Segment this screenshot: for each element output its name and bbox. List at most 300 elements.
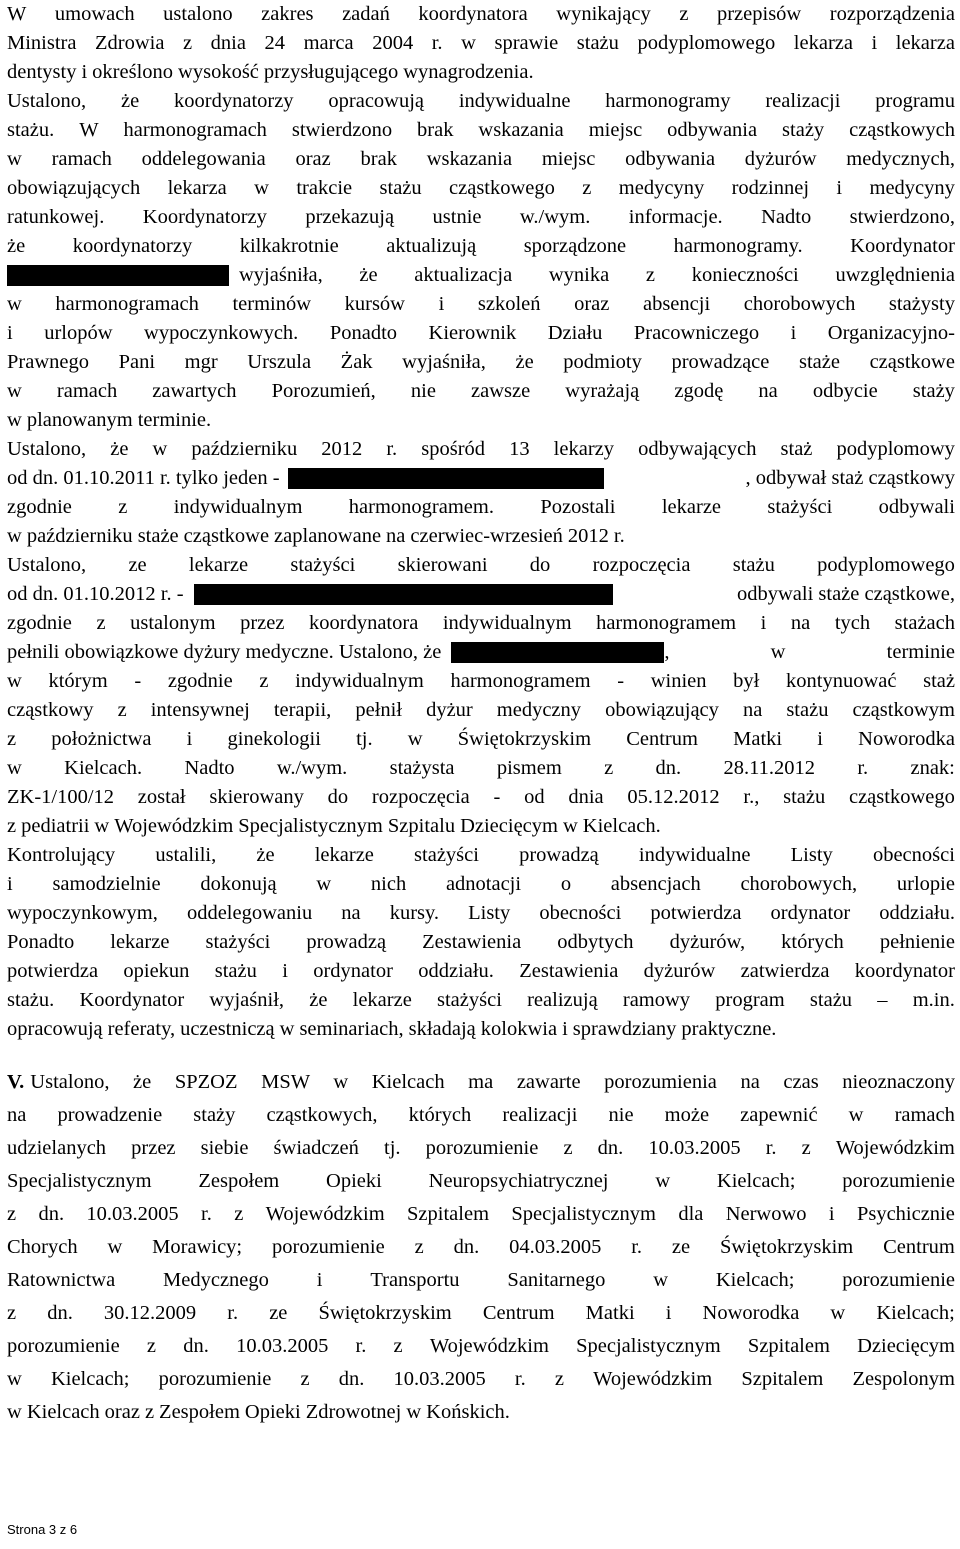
word: październiku: [26, 525, 133, 547]
word: Wojewódzkim: [429, 1335, 549, 1357]
word: medycyny: [869, 177, 955, 199]
word: Specjalistycznym: [511, 1203, 656, 1225]
word: r.: [227, 1302, 239, 1324]
text-line: [7, 1099, 955, 1132]
word: obecności: [872, 844, 955, 866]
text-line: [7, 319, 955, 348]
word: Kielcach.: [582, 815, 661, 837]
word: w./wym.: [519, 206, 591, 228]
text-line: [7, 0, 955, 29]
word: porozumienie: [425, 1137, 539, 1159]
word: tj.: [384, 1137, 401, 1159]
word: medyczny: [496, 699, 582, 721]
word: Psychicznie: [856, 1203, 955, 1225]
word: określono: [92, 61, 174, 83]
word: prowadzące: [671, 351, 770, 373]
word: stażu: [214, 960, 257, 982]
word: że: [7, 235, 26, 257]
word: seminariach,: [299, 1018, 404, 1040]
word: lekarze: [188, 554, 249, 576]
word: ramach: [56, 380, 118, 402]
word: z: [117, 699, 127, 721]
word: do: [327, 786, 349, 808]
word: w: [7, 1368, 22, 1390]
word: Listy: [790, 844, 833, 866]
word: pełnienie: [879, 931, 955, 953]
word: koordynatora: [309, 612, 419, 634]
word: 10.03.2005: [393, 1368, 486, 1390]
word: Zestawienia: [422, 931, 522, 953]
word: w: [407, 728, 423, 750]
word: porozumienie: [842, 1170, 955, 1192]
word: szkoleń: [477, 293, 541, 315]
word: i: [438, 293, 445, 315]
word: Pracowniczego: [633, 322, 760, 344]
word: Zdrowotnej: [305, 1401, 402, 1423]
word: kolokwia: [480, 1018, 558, 1040]
text-line-numbered: [7, 1066, 955, 1099]
word: Wojewódzkim: [593, 1368, 713, 1390]
word: Nerwowo: [725, 1203, 807, 1225]
word: stażysty: [888, 293, 955, 315]
word: że: [110, 438, 129, 460]
word: z: [259, 670, 269, 692]
word: Opieki: [326, 1170, 382, 1192]
word: indywidualne: [458, 90, 571, 112]
word: planowanym: [26, 409, 133, 431]
text-line: [7, 174, 955, 203]
word: nie: [410, 380, 436, 402]
word: ustalono: [163, 3, 233, 25]
word: W: [7, 3, 27, 25]
word: zatwierdza: [740, 960, 830, 982]
word: program: [715, 989, 785, 1011]
word: programu: [875, 90, 955, 112]
word: zawartych: [152, 380, 237, 402]
word: skierowani: [397, 554, 488, 576]
word: w: [848, 1104, 864, 1126]
word: dentysty: [7, 61, 77, 83]
word: r.: [765, 1137, 777, 1159]
word: harmonogramach: [55, 293, 199, 315]
word: prowadzą: [519, 844, 599, 866]
word: odbywania: [625, 148, 716, 170]
word: wypoczynkowym,: [7, 902, 158, 924]
word: dn.: [453, 1236, 480, 1258]
word: z: [604, 757, 614, 779]
word: znak:: [910, 757, 955, 779]
word: realizacji: [502, 1104, 578, 1126]
word: oraz: [104, 1401, 140, 1423]
word: Wojewódzkim: [835, 1137, 955, 1159]
word: sporządzone: [523, 235, 627, 257]
word: staży: [782, 119, 825, 141]
word: miejsc: [588, 119, 643, 141]
word: winien: [650, 670, 707, 692]
text-line: [7, 406, 955, 435]
word: absencjach: [610, 873, 701, 895]
word: cząstkowe: [183, 525, 270, 547]
text-line: [7, 696, 955, 725]
word: kursów: [344, 293, 405, 315]
word: położnictwa: [51, 728, 152, 750]
word: w: [7, 409, 22, 431]
word: Ustalono,: [7, 438, 87, 460]
text-line: [7, 1363, 955, 1396]
text-line: [7, 551, 955, 580]
text-line: [7, 232, 955, 261]
text-line: [7, 493, 955, 522]
word: 28.11.2012: [723, 757, 815, 779]
word: z: [801, 1137, 811, 1159]
word: Szpitalu: [387, 815, 456, 837]
word: Zespołem: [198, 1170, 280, 1192]
text-line: [7, 1165, 955, 1198]
word: cząstkowym: [852, 699, 955, 721]
word: cząstkowych,: [266, 1104, 378, 1126]
word: którym: [48, 670, 108, 692]
word: Końskich.: [426, 1401, 510, 1423]
word: staż: [780, 438, 813, 460]
word: Noworodka: [858, 728, 955, 750]
word: wynagrodzenia.: [403, 61, 534, 83]
word: rodzinnej: [731, 177, 810, 199]
text-line: [7, 1198, 955, 1231]
word: ustnie: [432, 206, 482, 228]
word: stażyści: [414, 844, 479, 866]
text-line: [7, 986, 955, 1015]
word: spośród: [421, 438, 486, 460]
word: r.,: [743, 786, 760, 808]
word: oddelegowania: [141, 148, 266, 170]
word: opracowują: [7, 1018, 103, 1040]
line-text: Ustalono, że SPZOZ MSW w Kielcach ma zawarte porozumienia na czas nieoznaczony: [30, 1071, 955, 1093]
word: dn.: [38, 1203, 65, 1225]
word: prowadzenie: [57, 1104, 163, 1126]
text-line: [7, 1231, 955, 1264]
word: staże: [798, 351, 840, 373]
word: Wojewódzkim: [114, 815, 234, 837]
word: r.: [355, 1335, 367, 1357]
word: lekarze: [352, 989, 412, 1011]
word: -: [617, 670, 625, 692]
word: Zespołem: [159, 1401, 240, 1423]
text-line: [7, 145, 955, 174]
word: sprawie: [494, 32, 559, 54]
word: brak: [417, 119, 454, 141]
word: Morawicy;: [152, 1236, 243, 1258]
word: Matki: [733, 728, 783, 750]
word: czerwiec-wrzesień: [410, 525, 563, 547]
word: w: [406, 1401, 422, 1423]
word: Specjalistycznym: [576, 1335, 721, 1357]
word: tj.: [356, 728, 373, 750]
word: Szpitalem: [747, 1335, 830, 1357]
word: w: [461, 32, 476, 54]
word: Pozostali: [540, 496, 616, 518]
word: na: [758, 380, 778, 402]
text-line: [7, 1264, 955, 1297]
text-line: [7, 522, 955, 551]
word: tych: [834, 612, 871, 634]
word: porozumienie: [272, 1236, 385, 1258]
word: oddziału.: [418, 960, 494, 982]
text-line: [7, 754, 955, 783]
text-line: [7, 58, 955, 87]
word: stwierdzono,: [849, 206, 955, 228]
word: Kielcach;: [715, 1269, 795, 1291]
word: r.: [857, 757, 869, 779]
word: Urszula: [247, 351, 312, 373]
word: dyżurów: [643, 960, 716, 982]
word: w: [279, 1018, 295, 1040]
word: r.: [386, 438, 398, 460]
word: 10.03.2005: [236, 1335, 329, 1357]
word: w: [655, 1170, 671, 1192]
word: Ponadto: [329, 322, 398, 344]
word: obowiązujący: [605, 699, 719, 721]
word: lekarze: [110, 931, 170, 953]
word: samodzielnie: [52, 873, 161, 895]
word: lekarza: [895, 32, 955, 54]
word: porozumienie: [7, 1335, 120, 1357]
word: październiku: [191, 438, 298, 460]
word: stażu: [809, 989, 853, 1011]
word: umowach: [54, 3, 135, 25]
word: i: [81, 61, 88, 83]
word: intensywnej: [150, 699, 250, 721]
word: i: [7, 873, 13, 895]
word: miejsc: [541, 148, 596, 170]
word: odbywających: [638, 438, 757, 460]
word: opracowują: [328, 90, 425, 112]
word: cząstkowego: [848, 786, 955, 808]
word: stażu: [786, 699, 829, 721]
text-line: [7, 348, 955, 377]
word: sprawdziany: [572, 1018, 677, 1040]
word: 10.03.2005: [648, 1137, 741, 1159]
word: ze: [128, 554, 147, 576]
word: wyrażają: [565, 380, 640, 402]
word: Kielcach;: [716, 1170, 796, 1192]
word: odbywania: [667, 119, 758, 141]
word: w: [7, 670, 22, 692]
word: Nadto: [761, 206, 812, 228]
word: zapewnić: [740, 1104, 818, 1126]
word: przekazują: [305, 206, 395, 228]
word: w: [316, 873, 332, 895]
word: na: [790, 612, 811, 634]
text-line: [7, 899, 955, 928]
word: oraz: [574, 293, 610, 315]
word: był: [733, 670, 760, 692]
word: rozpoczęcia: [592, 554, 691, 576]
text-line: [7, 870, 955, 899]
word: Specjalistycznym: [7, 1170, 152, 1192]
word: absencji: [642, 293, 711, 315]
word: których: [408, 1104, 472, 1126]
word: obowiązujących: [7, 177, 141, 199]
word: referaty,: [107, 1018, 176, 1040]
word: harmonogramem: [450, 670, 591, 692]
word: ramowy: [622, 989, 691, 1011]
word: Zespolonym: [852, 1368, 955, 1390]
word: rozporządzenia: [829, 3, 955, 25]
word: odbycie: [812, 380, 878, 402]
word: potwierdza: [650, 902, 742, 924]
word: dn.: [47, 1302, 73, 1324]
word: w: [562, 815, 578, 837]
word: przez: [131, 1137, 176, 1159]
word: ze: [269, 1302, 288, 1324]
redaction-block: [7, 265, 229, 286]
word: rozpoczęcia: [371, 786, 470, 808]
word: na: [7, 1104, 27, 1126]
word: brak: [360, 148, 397, 170]
word: r.: [514, 1368, 526, 1390]
word: w: [107, 1236, 123, 1258]
word: i: [828, 1203, 835, 1225]
word: stażu: [379, 177, 422, 199]
page-number: Strona 3 z 6: [7, 1522, 78, 1537]
word: staż: [923, 670, 955, 692]
word: nie: [608, 1104, 634, 1126]
word: informacje.: [628, 206, 723, 228]
word: w: [830, 1302, 846, 1324]
word: Działu: [547, 322, 603, 344]
word: obecności: [539, 902, 622, 924]
word: świadczeń: [273, 1137, 359, 1159]
word: Kielcach.: [64, 757, 143, 779]
word: -: [134, 670, 142, 692]
word: Porozumień,: [271, 380, 376, 402]
word: o: [560, 873, 572, 895]
word: Nadto: [184, 757, 235, 779]
word: r.: [431, 32, 443, 54]
word: zaplanowane: [274, 525, 382, 547]
word: stażyści: [290, 554, 356, 576]
word: w: [254, 177, 269, 199]
text-line: [7, 1297, 955, 1330]
text-line-redacted: [7, 580, 955, 609]
word: Koordynator: [850, 235, 955, 257]
word: ramach: [894, 1104, 955, 1126]
word: chorobowych: [743, 293, 856, 315]
word: Kielcach;: [876, 1302, 955, 1324]
word: że: [515, 351, 534, 373]
word: stażysta: [389, 757, 455, 779]
word: wynikający: [556, 3, 651, 25]
word: ze: [671, 1236, 691, 1258]
word: realizują: [527, 989, 598, 1011]
text-line-redacted: [7, 261, 955, 290]
word: lekarza: [793, 32, 853, 54]
word: ratunkowej.: [7, 206, 105, 228]
word: kursy.: [389, 902, 440, 924]
word: z: [146, 1335, 157, 1357]
word: zgodnie: [167, 670, 233, 692]
word: medycznych,: [846, 148, 955, 170]
word: Kielcach: [26, 1401, 100, 1423]
word: stażu.: [7, 989, 55, 1011]
word: Szpitalem: [741, 1368, 824, 1390]
word: siebie: [200, 1137, 249, 1159]
word: Centrum: [482, 1302, 555, 1324]
word: stażu.: [7, 119, 55, 141]
word: w: [7, 1401, 22, 1423]
word: lekarze: [314, 844, 374, 866]
word: przepisów: [716, 3, 802, 25]
word: może: [664, 1104, 710, 1126]
word: w: [7, 293, 22, 315]
word: harmonogramem: [596, 612, 737, 634]
word: udzielanych: [7, 1137, 107, 1159]
word: lekarza: [167, 177, 227, 199]
word: dn.: [597, 1137, 624, 1159]
word: podmioty: [563, 351, 642, 373]
word: od: [524, 786, 545, 808]
word: 2012: [567, 525, 609, 547]
word: dn.: [655, 757, 682, 779]
word: nich: [370, 873, 407, 895]
word: cząstkowe: [869, 351, 955, 373]
word: r.: [631, 1236, 643, 1258]
text-line: [7, 667, 955, 696]
word: adnotacji: [445, 873, 522, 895]
word: do: [529, 554, 551, 576]
word: Świętokrzyskim: [719, 1236, 854, 1258]
word: -: [493, 786, 501, 808]
word: porozumienie: [842, 1269, 955, 1291]
text-line: [7, 290, 955, 319]
word: lekarzy: [553, 438, 614, 460]
word: r.: [613, 525, 625, 547]
word: Żak: [340, 351, 373, 373]
text-line: [7, 783, 955, 812]
word: z: [96, 612, 106, 634]
word: Zdrowia: [95, 32, 165, 54]
word: 05.12.2012: [627, 786, 720, 808]
word: Pani: [118, 351, 156, 373]
word: wysokość: [178, 61, 259, 83]
word: 10.03.2005: [86, 1203, 179, 1225]
word: medycyny: [618, 177, 705, 199]
word: staży: [912, 380, 955, 402]
text-line: [7, 435, 955, 464]
word: r.: [201, 1203, 212, 1225]
word: potwierdza: [7, 960, 99, 982]
word: dyżurów,: [669, 931, 746, 953]
word: ustalili,: [155, 844, 217, 866]
word: indywidualnym: [295, 670, 424, 692]
word: oddziału.: [879, 902, 955, 924]
word: Wojewódzkim: [265, 1203, 385, 1225]
word: wyjaśnił,: [209, 989, 285, 1011]
word: Kontrolujący: [7, 844, 116, 866]
word: terapii,: [273, 699, 332, 721]
word: przez: [240, 612, 285, 634]
word: uczestniczą: [180, 1018, 275, 1040]
word: koordynatorzy: [174, 90, 294, 112]
word: Noworodka: [702, 1302, 800, 1324]
word: i: [7, 322, 13, 344]
word: Prawnego: [7, 351, 89, 373]
word: przysługującego: [263, 61, 399, 83]
word: z: [7, 728, 17, 750]
word: 30.12.2009: [103, 1302, 197, 1324]
word: zadań: [342, 3, 390, 25]
word: ZK-1/100/12: [7, 786, 115, 808]
